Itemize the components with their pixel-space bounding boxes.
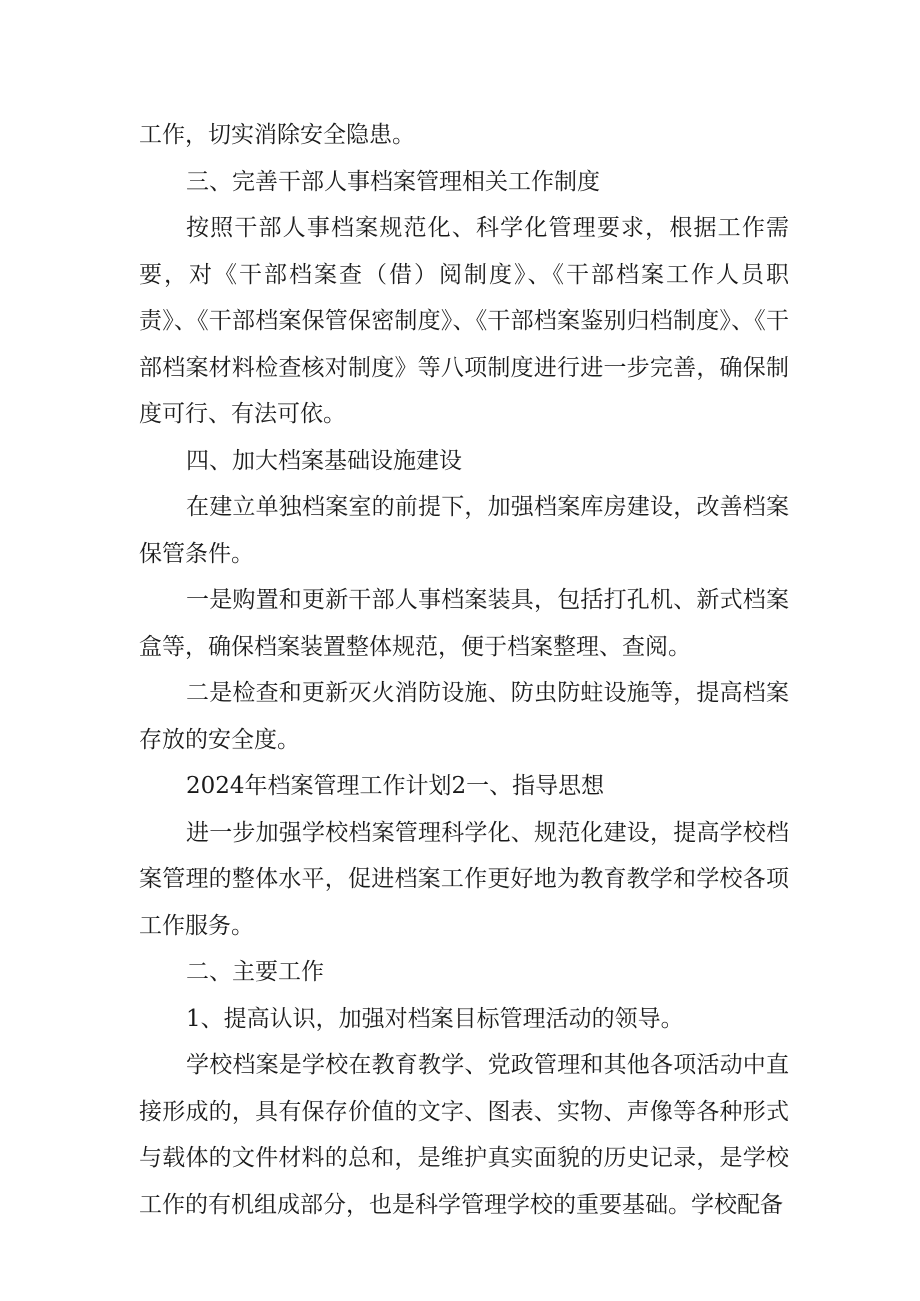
paragraph-item-2: 二是检查和更新灭火消防设施、防虫防蛀设施等，提高档案存放的安全度。 bbox=[139, 680, 789, 753]
section-heading-4: 四、加大档案基础设施建设 bbox=[186, 447, 462, 474]
paragraph-school-archives: 学校档案是学校在教育教学、党政管理和其他各项活动中直接形成的，具有保存价值的文字、图表、实物、声像等各种形式与载体的文件材料的总和，是维护真实面貌的历史记录，是学校工作的有机组成部分，也是科学管理学校的重要基础。学校配备 bbox=[139, 1052, 789, 1218]
section-heading-3: 三、完善干部人事档案管理相关工作制度 bbox=[186, 168, 600, 195]
paragraph-rules: 按照干部人事档案规范化、科学化管理要求，根据工作需要，对《干部档案查（借）阅制度》、《干部档案工作人员职责》、《干部档案保管保密制度》、《干部档案鉴别归档制度》、《干部档案材料检查核对制度》等八项制度进行进一步完善，确保制度可行、有法可依。 bbox=[139, 215, 789, 427]
subheading-1: 1、提高认识，加强对档案目标管理活动的领导。 bbox=[186, 1005, 684, 1032]
paragraph-facilities: 在建立单独档案室的前提下，加强档案库房建设，改善档案保管条件。 bbox=[139, 494, 789, 567]
document-body bbox=[139, 112, 789, 1228]
paragraph-continuation: 工作，切实消除安全隐患。 bbox=[139, 122, 415, 148]
section-heading-main-work: 二、主要工作 bbox=[186, 959, 324, 985]
paragraph-item-1: 一是购置和更新干部人事档案装具，包括打孔机、新式档案盒等，确保档案装置整体规范，便于档案整理、查阅。 bbox=[139, 587, 789, 660]
plan-2-heading: 2024年档案管理工作计划2一、指导思想 bbox=[186, 773, 605, 799]
paragraph-guiding-thought: 进一步加强学校档案管理科学化、规范化建设，提高学校档案管理的整体水平，促进档案工作更好地为教育教学和学校各项工作服务。 bbox=[139, 819, 789, 939]
